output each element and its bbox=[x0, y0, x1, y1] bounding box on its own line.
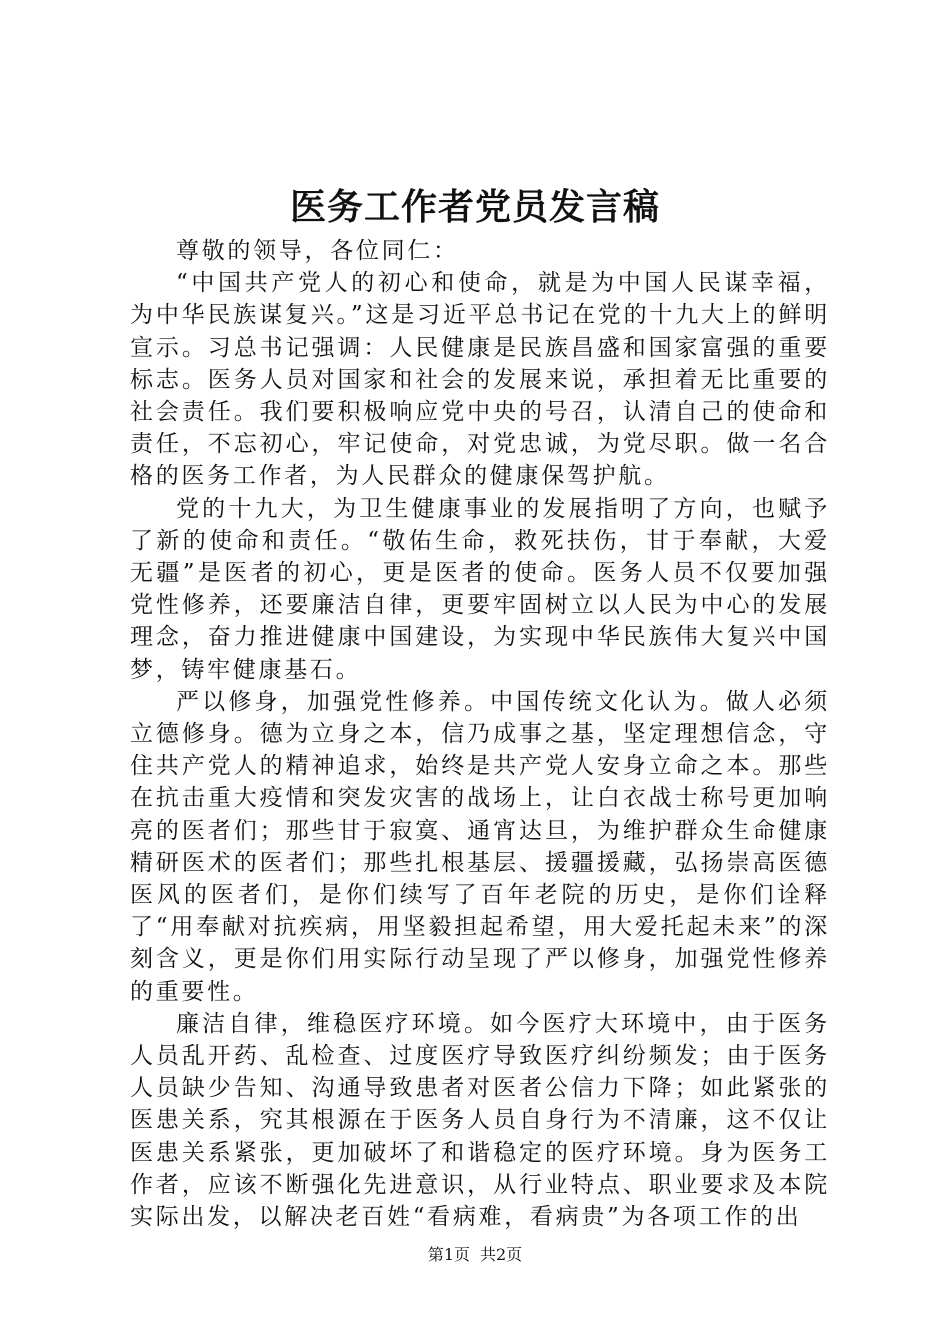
page-number: 第1页 bbox=[427, 1245, 470, 1264]
document-title: 医务工作者党员发言稿 bbox=[289, 186, 660, 228]
body-paragraph: 廉洁自律，维稳医疗环境。如今医疗大环境中，由于医务人员乱开药、乱检查、过度医疗导致医疗纠纷频发；由于医务人员缺少告知、沟通导致患者对医者公信力下降；如此紧张的医患关系，究其根源在于医务人员自身行为不清廉，这不仅让医患关系紧张，更加破坏了和谐稳定的医疗环境。身为医务工作者，应该不断强化先进意识，从行业特点、职业要求及本院实际出发，以解决老百姓“看病难，看病贵”为各项工作的出 bbox=[130, 1010, 830, 1231]
body-paragraph: 党的十九大，为卫生健康事业的发展指明了方向，也赋予了新的使命和责任。“敬佑生命，救死扶伤，甘于奉献，大爱无疆”是医者的初心，更是医者的使命。医务人员不仅要加强党性修养，还要廉洁自律，更要牢固树立以人民为中心的发展理念，奋力推进健康中国建设，为实现中华民族伟大复兴中国梦，铸牢健康基石。 bbox=[130, 495, 830, 683]
body-paragraph: 严以修身，加强党性修养。中国传统文化认为。做人必须立德修身。德为立身之本，信乃成事之基，坚定理想信念，守住共产党人的精神追求，始终是共产党人安身立命之本。那些在抗击重大疫情和突发灾害的战场上，让白衣战士称号更加响亮的医者们；那些甘于寂寞、通宵达旦，为维护群众生命健康精研医术的医者们；那些扎根基层、援疆援藏，弘扬崇高医德医风的医者们，是你们续写了百年老院的历史，是你们诠释了“用奉献对抗疾病，用坚毅担起希望，用大爱托起未来”的深刻含义，更是你们用实际行动呈现了严以修身，加强党性修养的重要性。 bbox=[130, 688, 830, 1005]
page-footer bbox=[0, 1244, 950, 1266]
salutation-paragraph: 尊敬的领导，各位同仁： bbox=[176, 238, 459, 264]
body-paragraph: “中国共产党人的初心和使命，就是为中国人民谋幸福，为中华民族谋复兴。”这是习近平总书记在党的十九大上的鲜明宣示。习总书记强调：人民健康是民族昌盛和国家富强的重要标志。医务人员对国家和社会的发展来说，承担着无比重要的社会责任。我们要积极响应党中央的号召，认清自己的使命和责任，不忘初心，牢记使命，对党忠诚，为党尽职。做一名合格的医务工作者，为人民群众的健康保驾护航。 bbox=[130, 270, 830, 490]
document-body bbox=[130, 235, 830, 1233]
page-total: 共2页 bbox=[480, 1245, 523, 1264]
